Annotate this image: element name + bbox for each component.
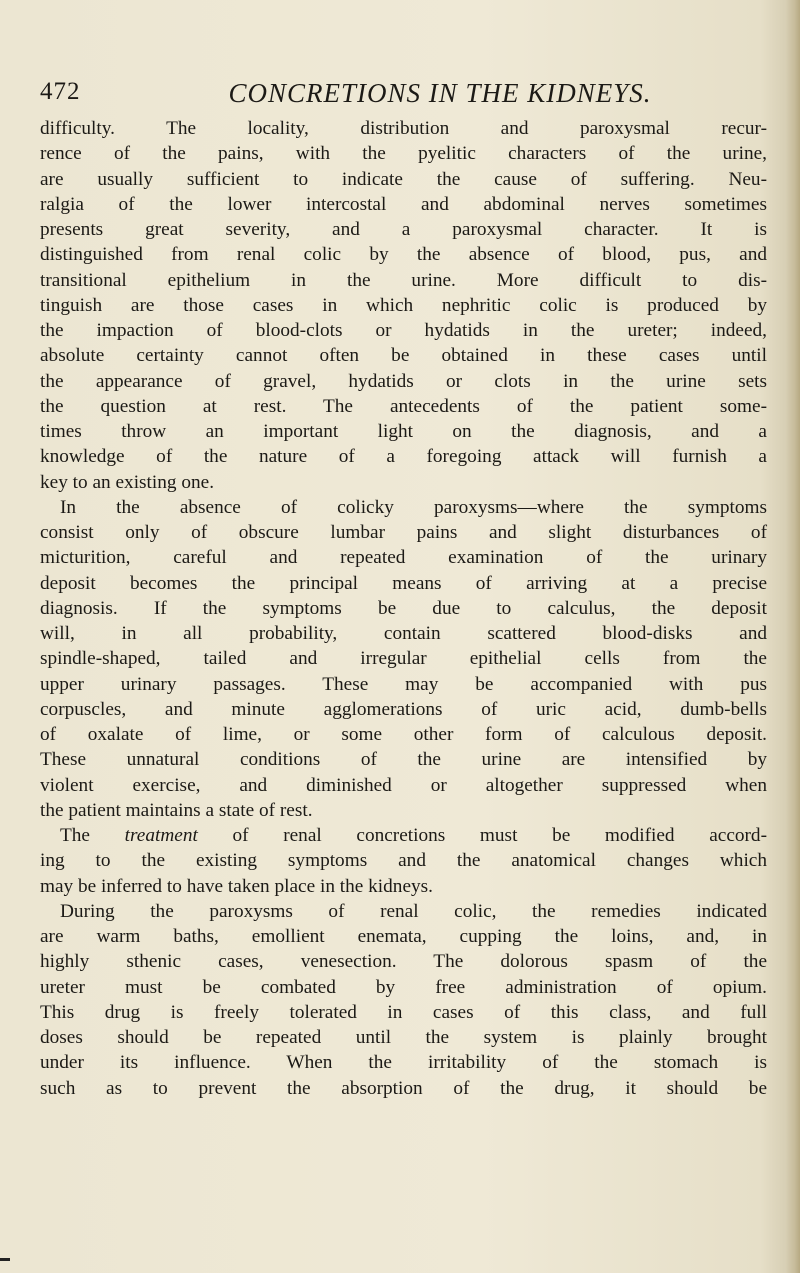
text-line: upper urinary passages. These may be accompanied with pus — [40, 673, 767, 695]
emphasized-word: treatment — [124, 825, 198, 846]
text-line: of oxalate of lime, or some other form of calculous deposit. — [40, 724, 767, 745]
text-line: deposit becomes the principal means of arriving at a precise — [40, 572, 767, 594]
text-line: the question at rest. The antecedents of the patient some- — [40, 395, 767, 417]
text-line: ing to the existing symptoms and the anatomical changes which — [40, 850, 767, 872]
text-line: absolute certainty cannot often be obtained in these cases until — [40, 345, 767, 367]
text-line: difficulty. The locality, distribution and paroxysmal recur- — [40, 118, 767, 139]
text-line: are usually sufficient to indicate the cause of suffering. Neu- — [40, 168, 767, 190]
text-line: ureter must be combated by free administration of opium. — [40, 976, 767, 998]
page-edge-shadow — [786, 0, 800, 1273]
text-line: times throw an important light on the diagnosis, and a — [40, 421, 767, 442]
text-line: doses should be repeated until the system is plainly brought — [40, 1027, 767, 1048]
page-number: 472 — [40, 78, 81, 105]
text-line: This drug is freely tolerated in cases of this class, and full — [40, 1001, 767, 1023]
text-line: may be inferred to have taken place in the kidneys. — [40, 875, 433, 897]
text-line: knowledge of the nature of a foregoing attack will furnish a — [40, 446, 767, 468]
text-line: violent exercise, and diminished or altogether suppressed when — [40, 774, 767, 796]
page-header — [40, 78, 740, 112]
text-line: highly sthenic cases, venesection. The dolorous spasm of the — [40, 951, 767, 973]
text-segment: of renal concretions must be modified accord- — [197, 825, 767, 846]
text-line: These unnatural conditions of the urine are intensified by — [40, 749, 767, 771]
text-segment: The — [60, 825, 125, 846]
text-line: are warm baths, emollient enemata, cupping the loins, and, in — [40, 926, 767, 947]
text-line: diagnosis. If the symptoms be due to calculus, the deposit — [40, 597, 767, 619]
text-line: During the paroxysms of renal colic, the remedies indicated — [60, 900, 767, 922]
text-line: under its influence. When the irritability of the stomach is — [40, 1052, 767, 1074]
text-line: presents great severity, and a paroxysmal character. It is — [40, 219, 767, 240]
page-mark — [0, 1258, 10, 1261]
text-line: the impaction of blood-clots or hydatids in the ureter; indeed, — [40, 320, 767, 341]
text-line: micturition, careful and repeated examination of the urinary — [40, 547, 767, 569]
text-line: tinguish are those cases in which nephritic colic is produced by — [40, 294, 767, 316]
text-line: rence of the pains, with the pyelitic characters of the urine, — [40, 143, 767, 165]
text-line: will, in all probability, contain scattered blood-disks and — [40, 623, 767, 644]
text-line — [40, 823, 767, 848]
text-line: the appearance of gravel, hydatids or clots in the urine sets — [40, 370, 767, 392]
text-line: ralgia of the lower intercostal and abdominal nerves sometimes — [40, 193, 767, 215]
running-head: CONCRETIONS IN THE KIDNEYS. — [228, 78, 652, 108]
text-line: distinguished from renal colic by the absence of blood, pus, and — [40, 244, 767, 266]
text-line: corpuscles, and minute agglomerations of uric acid, dumb-bells — [40, 698, 767, 720]
body-text — [40, 116, 767, 1101]
text-line: spindle-shaped, tailed and irregular epithelial cells from the — [40, 648, 767, 670]
text-line: such as to prevent the absorption of the drug, it should be — [40, 1077, 767, 1099]
text-line: consist only of obscure lumbar pains and slight disturbances of — [40, 522, 767, 543]
text-line: In the absence of colicky paroxysms—where the symptoms — [60, 496, 767, 518]
text-line: key to an existing one. — [40, 471, 215, 493]
text-line: the patient maintains a state of rest. — [40, 799, 313, 821]
text-line: transitional epithelium in the urine. More difficult to dis- — [40, 269, 767, 291]
